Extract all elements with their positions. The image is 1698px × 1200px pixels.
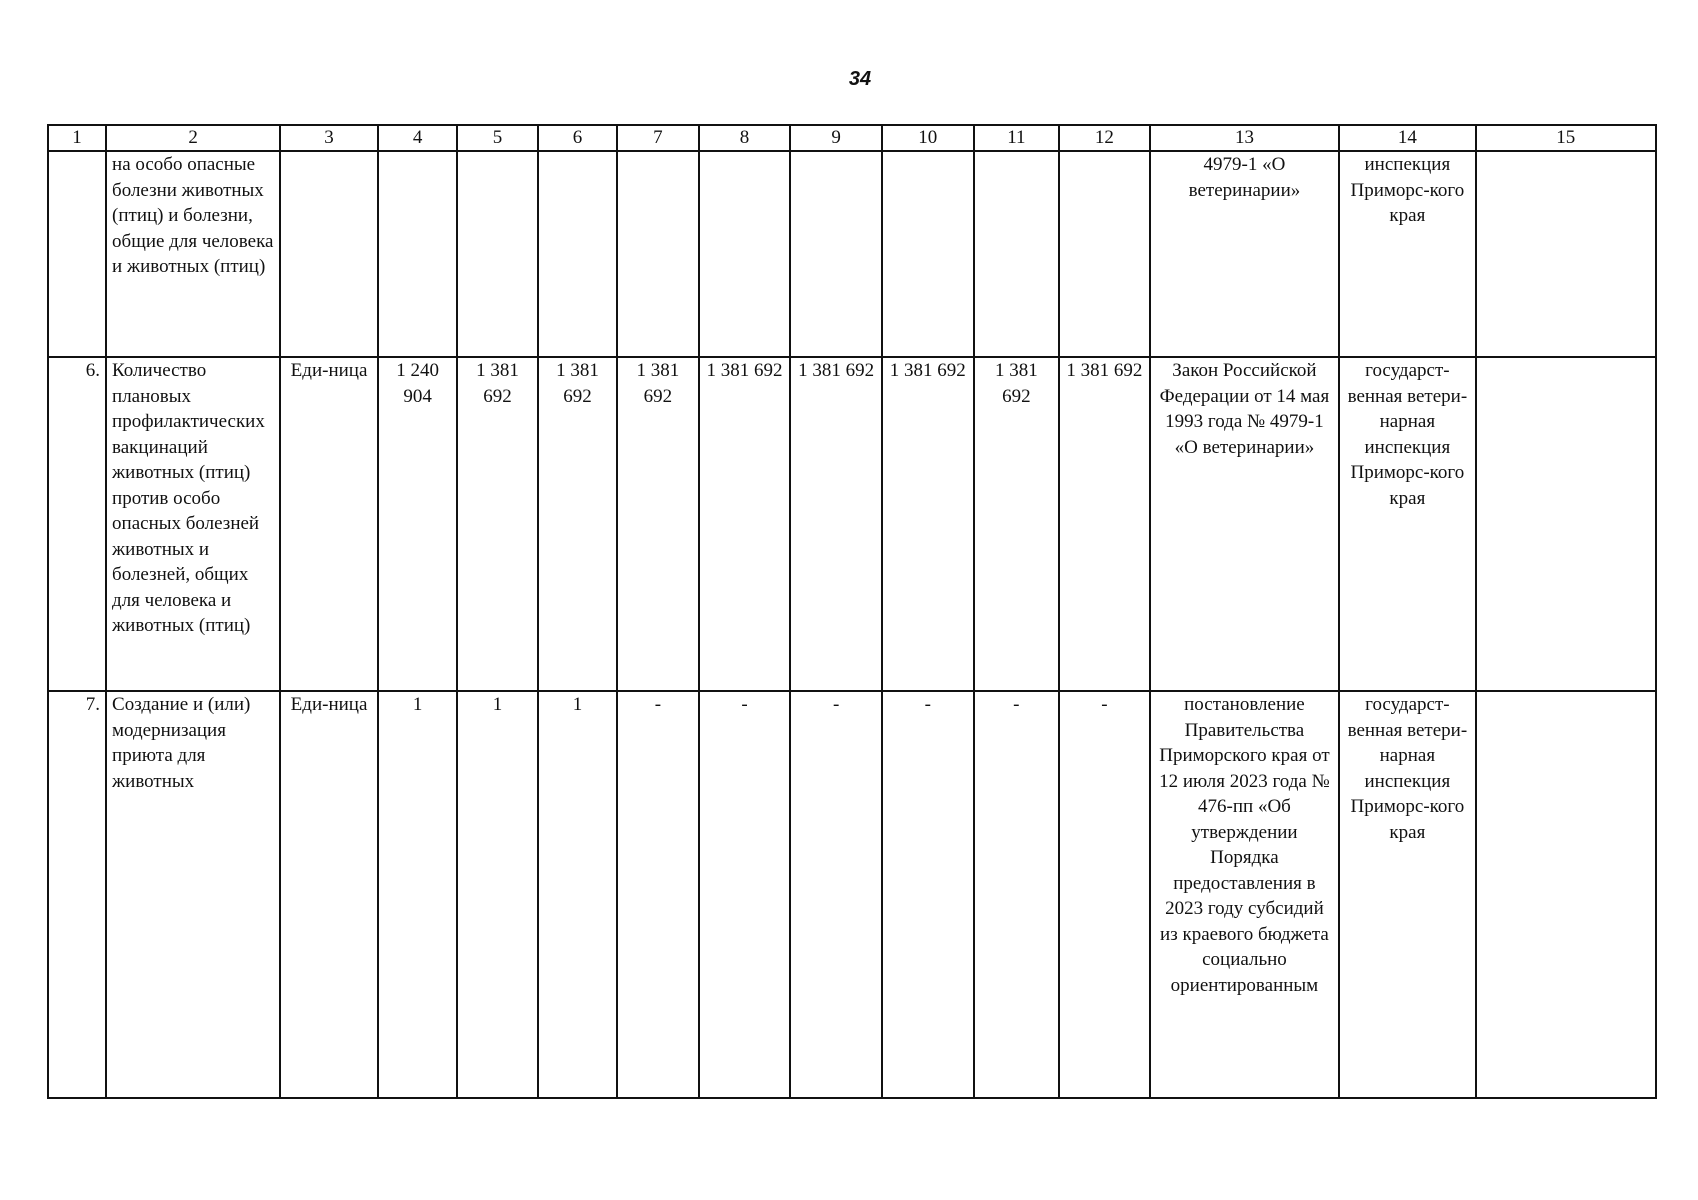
col-header: 10 bbox=[882, 125, 974, 151]
indicator-name: Количество плановых профилактических вакцинаций животных (птиц) против особо опасных болезней животных и болезней, общих для человека и животных (птиц) bbox=[106, 357, 280, 691]
page-number: 34 bbox=[848, 68, 872, 90]
col-header: 1 bbox=[48, 125, 106, 151]
value-cell: - bbox=[699, 691, 791, 1098]
value-cell bbox=[882, 151, 974, 357]
value-cell: 1 381 692 bbox=[882, 357, 974, 691]
value-cell: 1 381 692 bbox=[699, 357, 791, 691]
value-cell bbox=[699, 151, 791, 357]
note-cell bbox=[1476, 151, 1656, 357]
row-number: 7. bbox=[48, 691, 106, 1098]
value-cell: 1 381 692 bbox=[538, 357, 617, 691]
column-number-row bbox=[48, 125, 1656, 151]
value-cell: 1 bbox=[378, 691, 457, 1098]
value-cell: - bbox=[882, 691, 974, 1098]
indicator-name: Создание и (или) модернизация приюта для животных bbox=[106, 691, 280, 1098]
indicator-name: на особо опасные болезни животных (птиц) и болезни, общие для человека и животных (птиц) bbox=[106, 151, 280, 357]
indicators-table bbox=[47, 124, 1657, 1099]
unit-cell: Еди-ница bbox=[280, 357, 378, 691]
value-cell: 1 381 692 bbox=[457, 357, 537, 691]
value-cell bbox=[538, 151, 617, 357]
table-row bbox=[48, 151, 1656, 357]
table-row bbox=[48, 691, 1656, 1098]
legal-basis-cell: Закон Российской Федерации от 14 мая 1993 года № 4979-1 «О ветеринарии» bbox=[1150, 357, 1339, 691]
col-header: 3 bbox=[280, 125, 378, 151]
value-cell bbox=[974, 151, 1060, 357]
note-cell bbox=[1476, 357, 1656, 691]
col-header: 15 bbox=[1476, 125, 1656, 151]
note-cell bbox=[1476, 691, 1656, 1098]
col-header: 2 bbox=[106, 125, 280, 151]
responsible-cell: инспекция Приморс-кого края bbox=[1339, 151, 1475, 357]
col-header: 12 bbox=[1059, 125, 1150, 151]
col-header: 7 bbox=[617, 125, 698, 151]
value-cell: 1 381 692 bbox=[974, 357, 1060, 691]
col-header: 8 bbox=[699, 125, 791, 151]
legal-basis-cell: 4979-1 «О ветеринарии» bbox=[1150, 151, 1339, 357]
col-header: 13 bbox=[1150, 125, 1339, 151]
value-cell: 1 381 692 bbox=[617, 357, 698, 691]
value-cell: - bbox=[617, 691, 698, 1098]
col-header: 6 bbox=[538, 125, 617, 151]
value-cell: - bbox=[974, 691, 1060, 1098]
col-header: 5 bbox=[457, 125, 537, 151]
value-cell bbox=[617, 151, 698, 357]
col-header: 4 bbox=[378, 125, 457, 151]
legal-basis-cell: постановление Правительства Приморского края от 12 июля 2023 года № 476-пп «Об утверждении Порядка предоставления в 2023 году субсидий из краевого бюджета социально ориентированным bbox=[1150, 691, 1339, 1098]
col-header: 9 bbox=[790, 125, 882, 151]
value-cell bbox=[790, 151, 882, 357]
col-header: 14 bbox=[1339, 125, 1475, 151]
value-cell: 1 381 692 bbox=[1059, 357, 1150, 691]
value-cell: 1 381 692 bbox=[790, 357, 882, 691]
unit-cell: Еди-ница bbox=[280, 691, 378, 1098]
col-header: 11 bbox=[974, 125, 1060, 151]
value-cell: 1 bbox=[457, 691, 537, 1098]
row-number bbox=[48, 151, 106, 357]
value-cell: 1 240 904 bbox=[378, 357, 457, 691]
responsible-cell: государст-венная ветери-нарная инспекция Приморс-кого края bbox=[1339, 357, 1475, 691]
unit-cell bbox=[280, 151, 378, 357]
row-number: 6. bbox=[48, 357, 106, 691]
value-cell: - bbox=[1059, 691, 1150, 1098]
value-cell: - bbox=[790, 691, 882, 1098]
value-cell bbox=[1059, 151, 1150, 357]
table-row bbox=[48, 357, 1656, 691]
responsible-cell: государст-венная ветери-нарная инспекция Приморс-кого края bbox=[1339, 691, 1475, 1098]
value-cell: 1 bbox=[538, 691, 617, 1098]
value-cell bbox=[457, 151, 537, 357]
value-cell bbox=[378, 151, 457, 357]
